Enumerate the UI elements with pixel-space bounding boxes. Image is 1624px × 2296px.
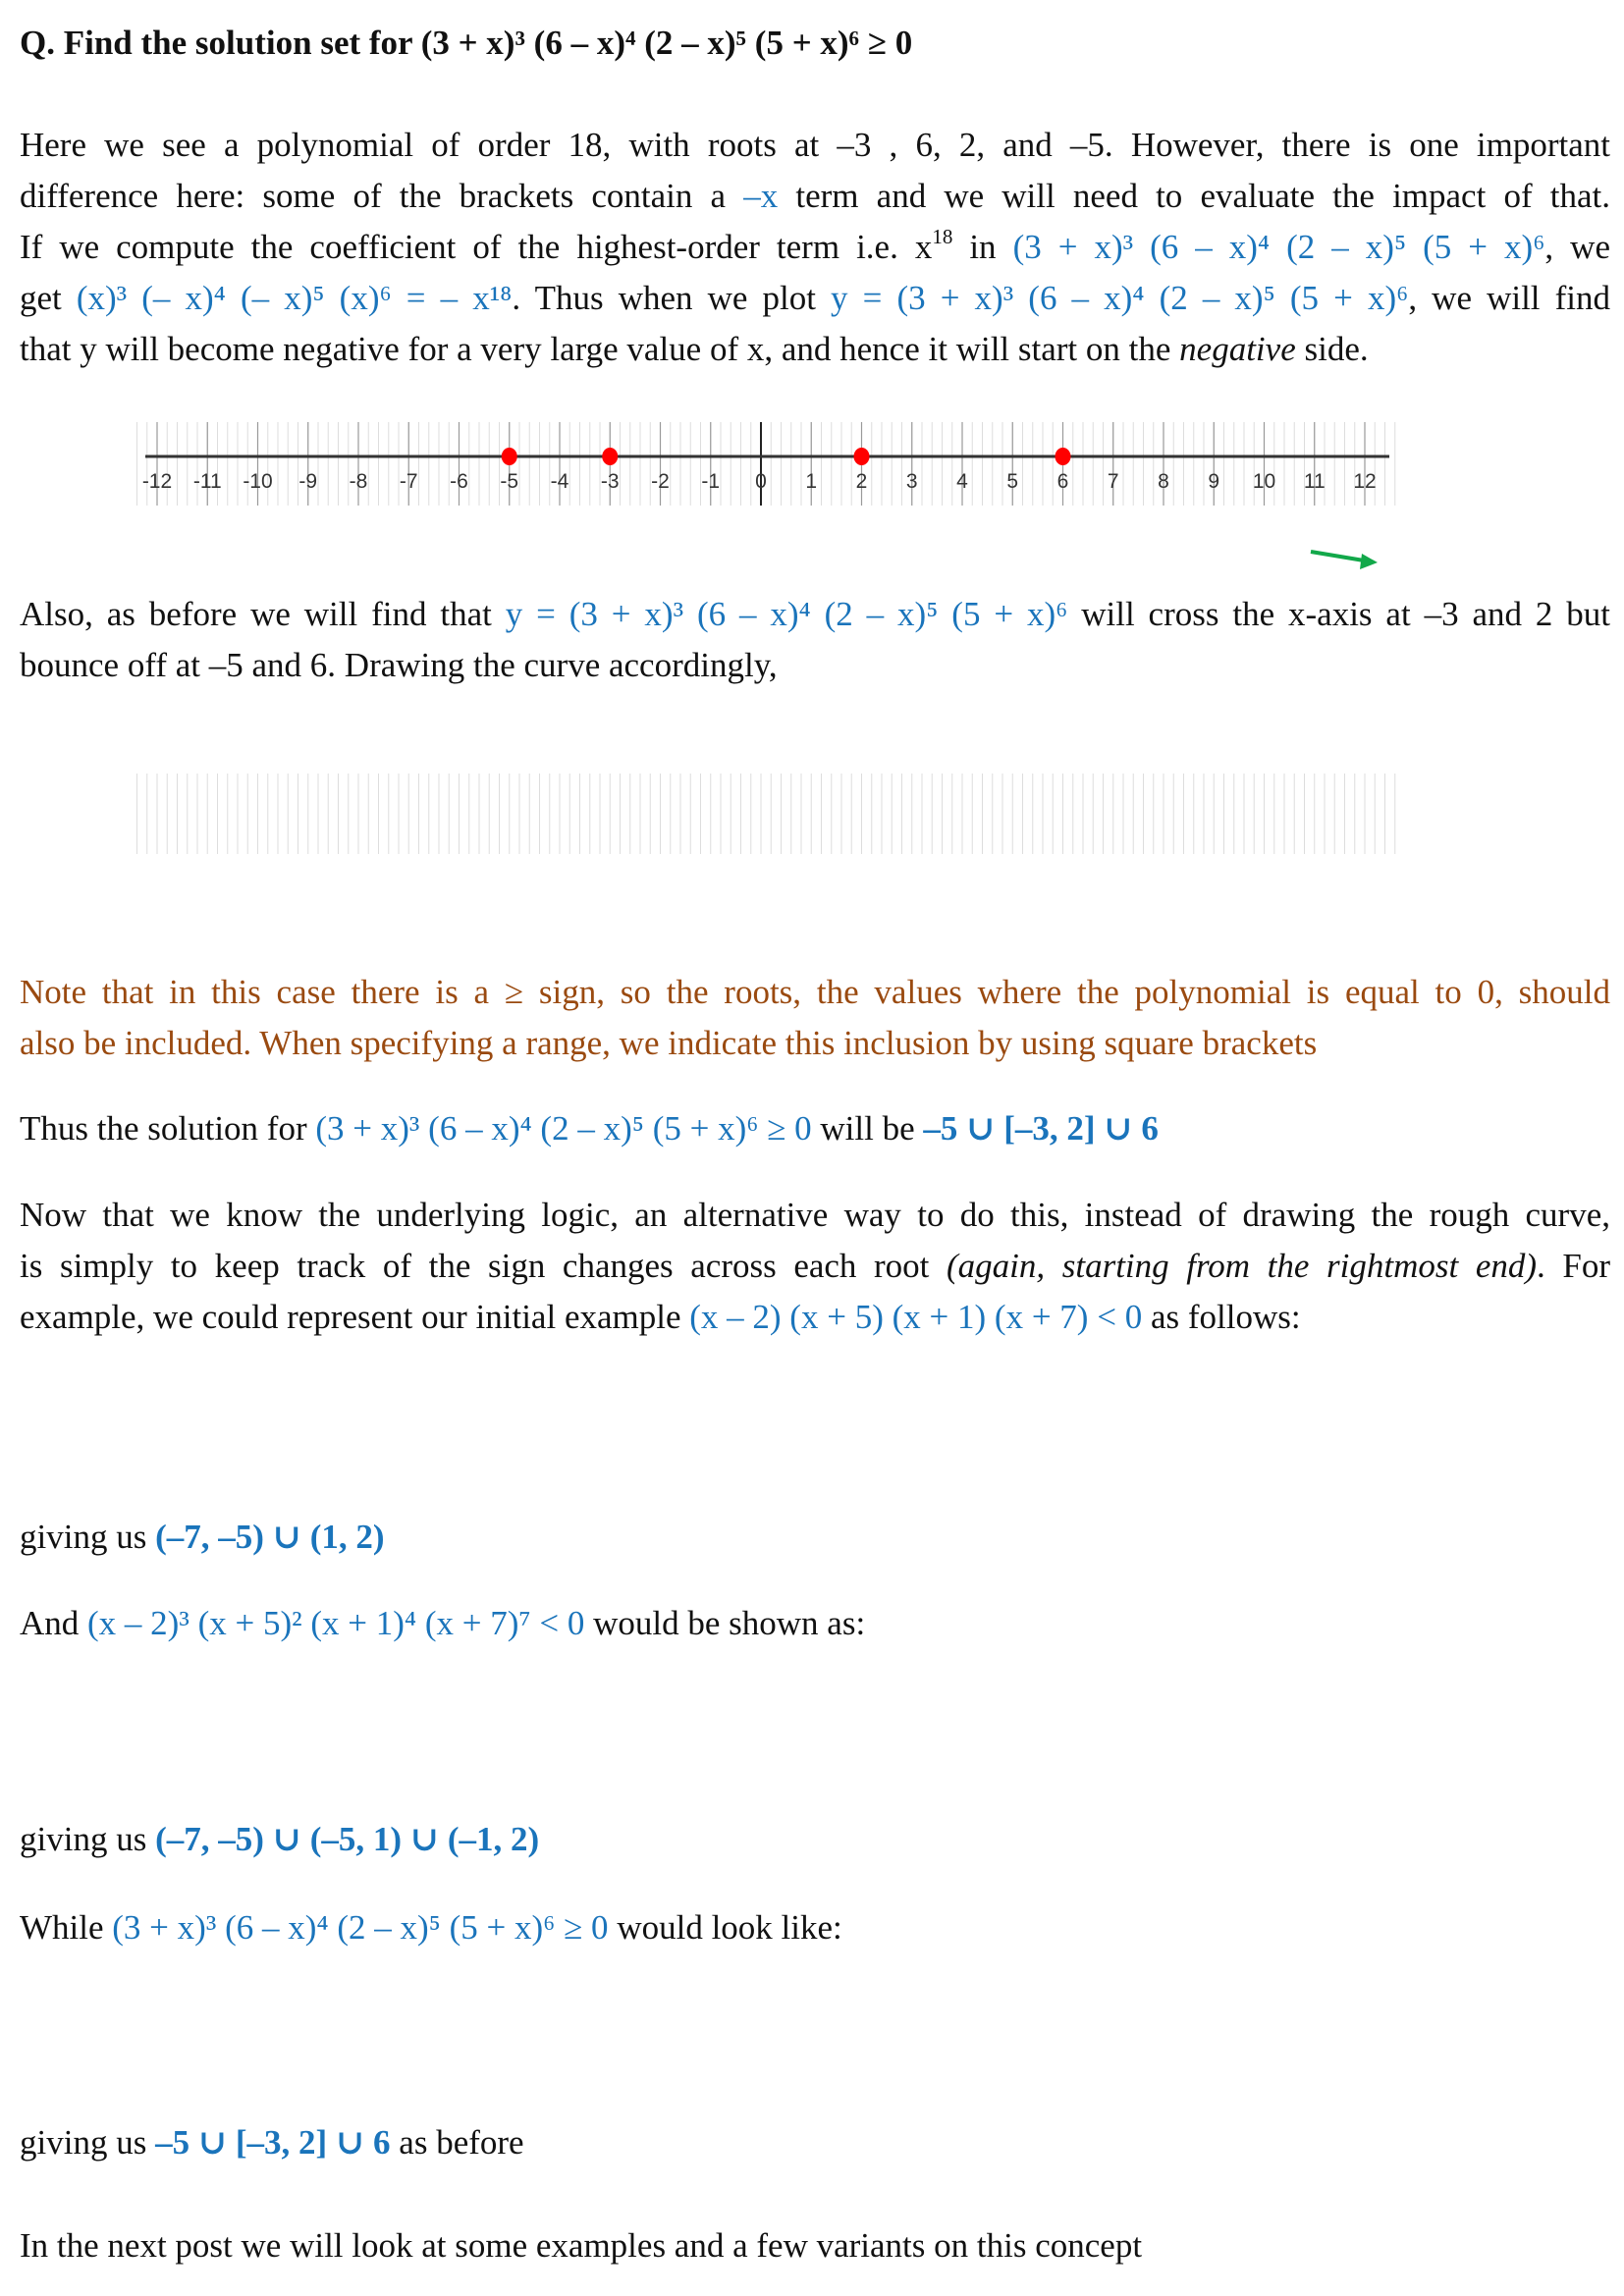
text: In the next post we will look at some examples and a few variants on this concept xyxy=(20,2226,1143,2265)
result-2 xyxy=(20,1814,1610,1865)
crossing-line-1 xyxy=(20,589,1610,640)
tick-label: 9 xyxy=(1208,470,1220,493)
tick-label: 6 xyxy=(1056,470,1069,493)
tick-label: -8 xyxy=(349,470,368,493)
text: would be shown as: xyxy=(584,1604,866,1642)
tick-label: -7 xyxy=(399,470,418,493)
tick-label: 4 xyxy=(956,470,968,493)
result-3 xyxy=(20,2117,1610,2168)
tick-label: 12 xyxy=(1353,470,1377,493)
alternative-method-paragraph xyxy=(20,1190,1610,1343)
solution-answer: –5 ∪ [–3, 2] ∪ 6 xyxy=(923,1109,1159,1148)
tick-label: -3 xyxy=(600,470,620,493)
root-marker-icon xyxy=(854,448,870,465)
text: as follows: xyxy=(1142,1298,1301,1336)
crossing-line-2 xyxy=(20,640,1610,691)
alt-line-2 xyxy=(20,1241,1610,1292)
text: in xyxy=(952,228,1013,266)
text: side. xyxy=(1295,330,1369,368)
result-answer: (–7, –5) ∪ (1, 2) xyxy=(155,1518,385,1556)
second-example-intro xyxy=(20,1598,1610,1649)
math-expression: (3 + x)³ (6 – x)⁴ (2 – x)⁵ (5 + x)⁶ ≥ 0 xyxy=(112,1908,609,1947)
note-line-1 xyxy=(20,967,1610,1018)
tick-label: -6 xyxy=(450,470,468,493)
tick-label: -9 xyxy=(298,470,318,493)
text: as before xyxy=(390,2123,524,2162)
number-line-roots xyxy=(0,412,1624,579)
axis-grid xyxy=(137,774,1395,854)
result-answer: –5 ∪ [–3, 2] ∪ 6 xyxy=(155,2123,391,2162)
math-expression: (x)³ (– x)⁴ (– x)⁵ (x)⁶ = – x¹⁸ xyxy=(76,279,513,317)
tick-label: 3 xyxy=(905,470,918,493)
solution-statement xyxy=(20,1103,1610,1154)
text: will be xyxy=(811,1109,924,1148)
curve-graph xyxy=(0,707,1624,952)
question-expression: (3 + x)³ (6 – x)⁴ (2 – x)⁵ (5 + x)⁶ ≥ 0 xyxy=(420,24,913,62)
third-example-intro xyxy=(20,1902,1610,1953)
text: giving us xyxy=(20,1518,156,1556)
root-marker-icon xyxy=(602,448,618,465)
text: While xyxy=(20,1908,113,1947)
intro-line-3 xyxy=(20,222,1610,273)
tick-label: 10 xyxy=(1252,470,1276,493)
tick-label: -4 xyxy=(550,470,569,493)
text: that y will become negative for a very large value of x, and hence it will start on the xyxy=(20,330,1180,368)
tick-label: -12 xyxy=(141,470,173,493)
tick-label: 2 xyxy=(855,470,868,493)
root-marker-icon xyxy=(1056,448,1071,465)
math-expression: (3 + x)³ (6 – x)⁴ (2 – x)⁵ (5 + x)⁶ xyxy=(1012,228,1545,266)
alt-line-3 xyxy=(20,1292,1610,1343)
intro-paragraph xyxy=(20,120,1610,375)
text: example, we could represent our initial example xyxy=(20,1298,690,1336)
text: term and we will need to evaluate the impact of that. xyxy=(778,177,1610,215)
question-prefix: Q. Find the solution set for xyxy=(20,24,421,62)
text: is simply to keep track of the sign changes across each root xyxy=(20,1247,947,1285)
math-expression: (x – 2) (x + 5) (x + 1) (x + 7) < 0 xyxy=(689,1298,1143,1336)
intro-line-4 xyxy=(20,273,1610,324)
text: Also, as before we will find that xyxy=(20,595,506,633)
arrow-shaft xyxy=(1311,552,1370,561)
text: Thus the solution for xyxy=(20,1109,316,1148)
math-expression: (x – 2)³ (x + 5)² (x + 1)⁴ (x + 7)⁷ < 0 xyxy=(87,1604,585,1642)
inclusion-note xyxy=(20,967,1610,1069)
text: giving us xyxy=(20,2123,156,2162)
right-arrow-icon xyxy=(1311,552,1378,569)
alt-line-1 xyxy=(20,1190,1610,1241)
tick-label: -1 xyxy=(701,470,721,493)
text: also be included. When specifying a range, we indicate this inclusion by using square brackets xyxy=(20,1024,1318,1062)
root-marker-icon xyxy=(502,448,517,465)
text: If we compute the coefficient of the highest-order term i.e. x xyxy=(20,228,933,266)
note-line-2 xyxy=(20,1018,1610,1069)
text: . For xyxy=(1537,1247,1611,1285)
question-title xyxy=(20,18,1610,69)
intro-line-1 xyxy=(20,120,1610,171)
tick-label: 8 xyxy=(1158,470,1169,493)
closing-remark xyxy=(20,2220,1610,2271)
text: giving us xyxy=(20,1820,156,1858)
tick-label: -11 xyxy=(192,470,222,493)
text: will cross the x-axis at –3 and 2 but xyxy=(1067,595,1610,633)
emphasis: (again, starting from the rightmost end) xyxy=(947,1247,1538,1285)
text: And xyxy=(20,1604,88,1642)
text: Here we see a polynomial of order 18, with roots at –3 , 6, 2, and –5. However, there is one important xyxy=(20,126,1610,164)
sign-diagram-2 xyxy=(0,1674,1624,1791)
text: difference here: some of the brackets contain a xyxy=(20,177,744,215)
tick-label: 1 xyxy=(805,470,818,493)
tick-label: -5 xyxy=(500,470,519,493)
math-expression: (3 + x)³ (6 – x)⁴ (2 – x)⁵ (5 + x)⁶ ≥ 0 xyxy=(315,1109,812,1148)
sign-diagram-3 xyxy=(0,1978,1624,2096)
math-expression: y = (3 + x)³ (6 – x)⁴ (2 – x)⁵ (5 + x)⁶ xyxy=(505,595,1068,633)
tick-label: -2 xyxy=(651,470,670,493)
tick-label: -10 xyxy=(243,470,273,493)
text: . Thus when we plot xyxy=(512,279,832,317)
arrow-head xyxy=(1360,554,1378,569)
axis-grid xyxy=(137,422,1395,506)
result-answer: (–7, –5) ∪ (–5, 1) ∪ (–1, 2) xyxy=(155,1820,540,1858)
crossing-paragraph xyxy=(20,589,1610,691)
math-term: –x xyxy=(743,177,779,215)
exponent: 18 xyxy=(932,225,953,249)
intro-line-5 xyxy=(20,324,1610,375)
text: get xyxy=(20,279,77,317)
text: , we will find xyxy=(1408,279,1610,317)
text: Now that we know the underlying logic, an alternative way to do this, instead of drawing the rough curve, xyxy=(20,1196,1610,1234)
tick-label: 7 xyxy=(1107,470,1119,493)
tick-label: 0 xyxy=(755,470,767,493)
text: would look like: xyxy=(608,1908,842,1947)
tick-label: 5 xyxy=(1006,470,1019,493)
math-expression: y = (3 + x)³ (6 – x)⁴ (2 – x)⁵ (5 + x)⁶ xyxy=(831,279,1409,317)
tick-label: 11 xyxy=(1303,470,1326,493)
sign-diagram-1 xyxy=(0,1369,1624,1487)
text: Note that in this case there is a ≥ sign, so the roots, the values where the polynomial is equal to 0, should xyxy=(20,973,1610,1011)
result-1 xyxy=(20,1512,1610,1563)
text: , we xyxy=(1544,228,1610,266)
emphasis: negative xyxy=(1179,330,1296,368)
text: bounce off at –5 and 6. Drawing the curve accordingly, xyxy=(20,646,778,684)
intro-line-2 xyxy=(20,171,1610,222)
